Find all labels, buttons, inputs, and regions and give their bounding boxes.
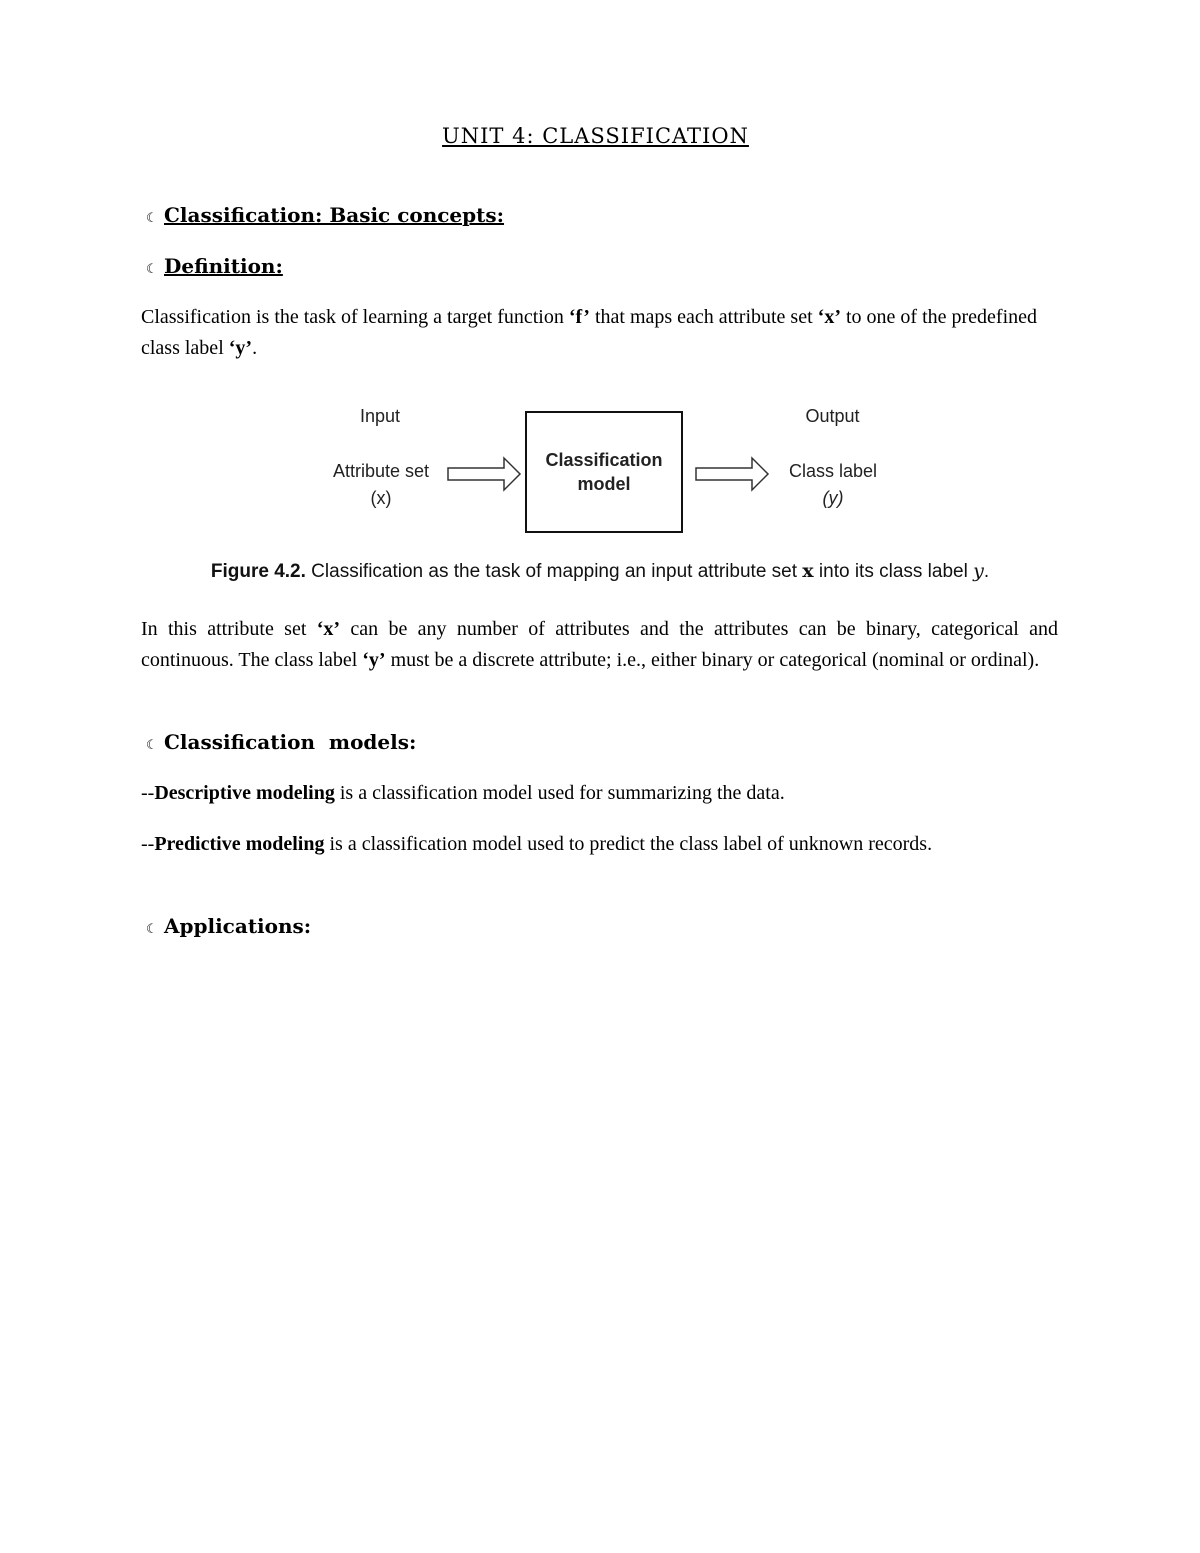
definition-paragraph — [141, 302, 1058, 364]
definition-f: ‘f’ — [568, 306, 590, 328]
attribute-set-label: Attribute set — [332, 461, 430, 481]
definition-text-3: to one of the predefined class label — [141, 306, 1038, 359]
definition-x: ‘x’ — [817, 306, 841, 328]
descriptive-paragraph — [141, 778, 1058, 809]
class-label-var: (y) — [822, 488, 844, 508]
heading-applications-text: Applications: — [164, 914, 312, 938]
attribute-set-var: (x) — [370, 488, 392, 508]
bullet-icon: ☾ — [146, 922, 158, 937]
attributes-y: ‘y’ — [362, 649, 386, 671]
predictive-text: is a classification model used to predict the class label of unknown records. — [324, 833, 933, 855]
definition-text-4: . — [252, 337, 258, 359]
figure-caption — [0, 560, 1200, 583]
predictive-term: Predictive modeling — [154, 833, 325, 855]
attributes-text-3: must be a discrete attribute; i.e., either binary or categorical (nominal or ordinal). — [385, 649, 1040, 671]
caption-prefix: Figure 4.2. — [210, 561, 306, 582]
bullet-icon: ☾ — [146, 211, 158, 226]
class-label-label: Class label — [788, 461, 878, 481]
input-arrow-icon — [446, 456, 522, 492]
predictive-paragraph — [141, 829, 1058, 860]
output-label: Output — [805, 406, 860, 426]
descriptive-term: Descriptive modeling — [154, 782, 335, 804]
definition-text-1: Classification is the task of learning a target function — [141, 306, 569, 328]
descriptive-prefix: -- — [141, 782, 155, 804]
attributes-paragraph — [141, 614, 1058, 676]
caption-text: Classification as the task of mapping an input attribute set — [305, 561, 803, 582]
heading-applications — [146, 914, 311, 938]
output-arrow-icon — [694, 456, 770, 492]
box-line-1: Classification — [545, 450, 663, 470]
bullet-icon: ☾ — [146, 262, 158, 277]
heading-basic-concepts — [146, 203, 504, 227]
definition-y: ‘y’ — [228, 337, 253, 359]
descriptive-text: is a classification model used for summarizing the data. — [334, 782, 785, 804]
attributes-text-2: can be any number of attributes and the attributes can be binary, categorical and continuous. The class label — [141, 618, 1059, 671]
heading-basic-concepts-text: Classification: Basic concepts: — [164, 203, 505, 227]
heading-definition-text: Definition: — [164, 254, 283, 278]
input-label: Input — [359, 406, 401, 426]
page-title: UNIT 4: CLASSIFICATION — [442, 124, 749, 148]
caption-end: . — [983, 561, 990, 582]
caption-x: x — [802, 560, 814, 582]
heading-models — [146, 730, 416, 754]
attributes-x: ‘x’ — [316, 618, 341, 640]
classification-figure — [325, 400, 895, 545]
box-line-2: model — [577, 474, 631, 494]
heading-definition — [146, 254, 283, 278]
caption-y: y — [973, 560, 984, 582]
caption-mid: into its class label — [813, 561, 974, 582]
classification-model-box — [525, 411, 683, 533]
definition-text-2: that maps each attribute set — [589, 306, 818, 328]
heading-models-text: Classification models: — [164, 730, 417, 754]
bullet-icon: ☾ — [146, 738, 158, 753]
predictive-prefix: -- — [141, 833, 155, 855]
attributes-text-1: In this attribute set — [141, 618, 317, 640]
